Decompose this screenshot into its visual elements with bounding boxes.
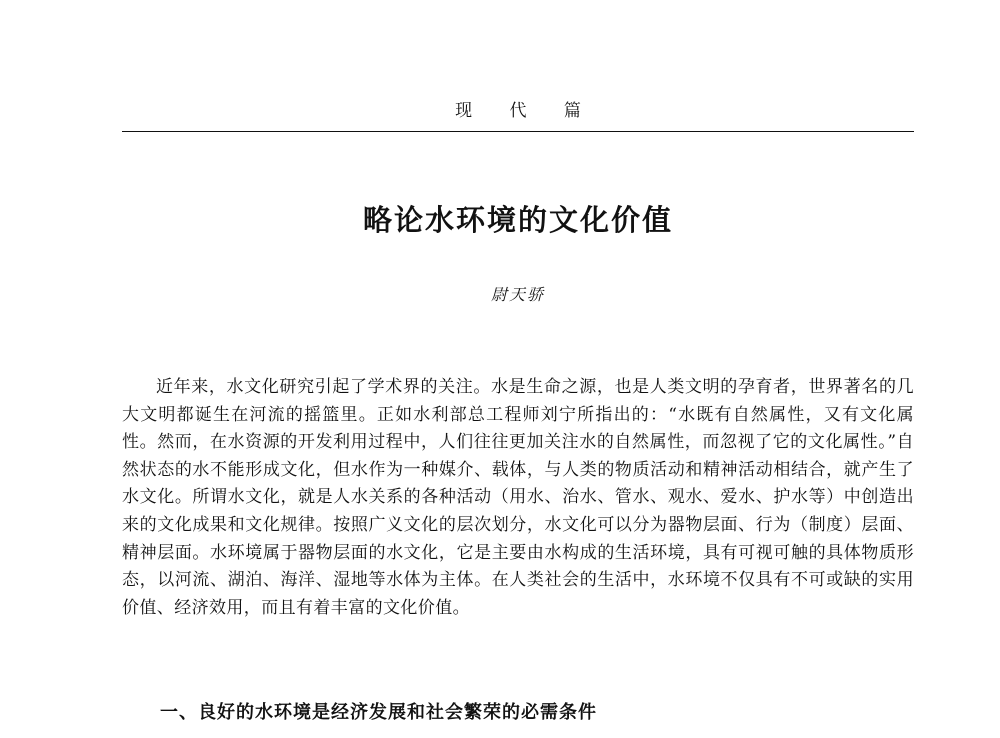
body-paragraph: 近年来，水文化研究引起了学术界的关注。水是生命之源，也是人类文明的孕育者，世界著名的几大文明都诞生在河流的摇篮里。正如水利部总工程师刘宁所指出的：“水既有自然属性，又有文化属性。然而，在水资源的开发利用过程中，人们往往更加关注水的自然属性，而忽视了它的文化属性。”自然状态的水不能形成文化，但水作为一种媒介、载体，与人类的物质活动和精神活动相结合，就产生了水文化。所谓水文化，就是人水关系的各种活动（用水、治水、管水、观水、爱水、护水等）中创造出来的文化成果和文化规律。按照广义文化的层次划分，水文化可以分为器物层面、行为（制度）层面、精神层面。水环境属于器物层面的水文化，它是主要由水构成的生活环境，具有可视可触的具体物质形态，以河流、湖泊、海洋、湿地等水体为主体。在人类社会的生活中，水环境不仅具有不可或缺的实用价值、经济效用，而且有着丰富的文化价值。 [122, 377, 914, 618]
article-author: 尉天骄 [490, 285, 545, 304]
section-heading: 一、良好的水环境是经济发展和社会繁荣的必需条件 [160, 702, 597, 723]
running-header: 现 代 篇 [455, 101, 597, 121]
article-title: 略论水环境的文化价值 [362, 203, 673, 237]
header-rule [122, 131, 914, 132]
